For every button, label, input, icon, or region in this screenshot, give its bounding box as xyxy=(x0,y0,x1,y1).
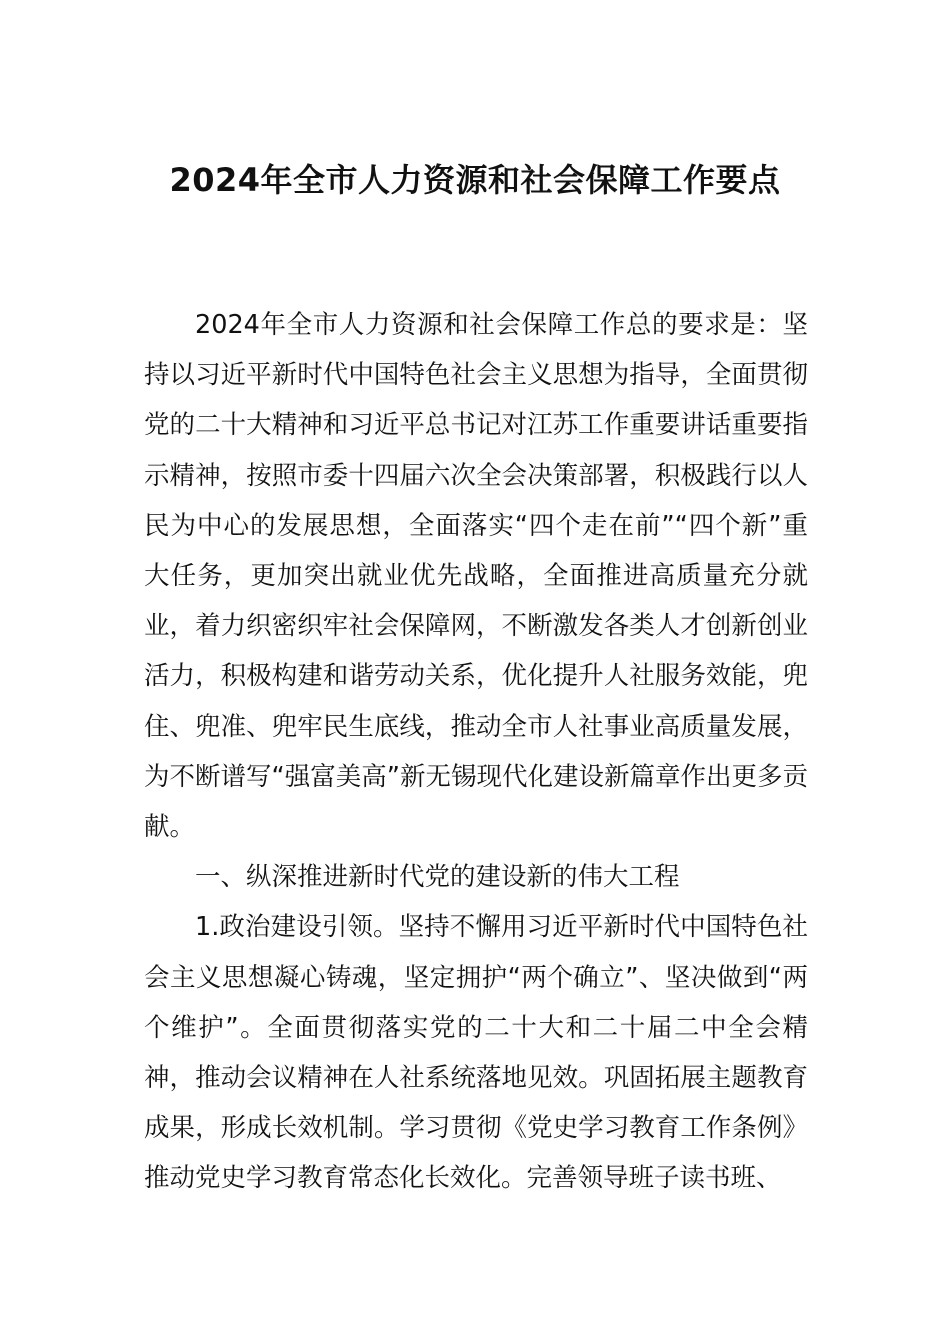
item-paragraph-1: 1.政治建设引领。坚持不懈用习近平新时代中国特色社会主义思想凝心铸魂，坚定拥护“两个确立”、坚决做到“两个维护”。全面贯彻落实党的二十大和二十届二中全会精神，推动会议精神在人社系统落地见效。巩固拓展主题教育成果，形成长效机制。学习贯彻《党史学习教育工作条例》推动党史学习教育常态化长效化。完善领导班子读书班、 xyxy=(144,912,808,1194)
document-title: 2024年全市人力资源和社会保障工作要点 xyxy=(169,161,781,199)
document-body xyxy=(144,300,808,1204)
intro-paragraph: 2024年全市人力资源和社会保障工作总的要求是：坚持以习近平新时代中国特色社会主义思想为指导，全面贯彻党的二十大精神和习近平总书记对江苏工作重要讲话重要指示精神，按照市委十四届六次全会决策部署，积极践行以人民为中心的发展思想，全面落实“四个走在前”“四个新”重大任务，更加突出就业优先战略，全面推进高质量充分就业，着力织密织牢社会保障网，不断激发各类人才创新创业活力，积极构建和谐劳动关系，优化提升人社服务效能，兜住、兜准、兜牢民生底线，推动全市人社事业高质量发展，为不断谱写“强富美高”新无锡现代化建设新篇章作出更多贡献。 xyxy=(144,310,808,843)
section-heading-1: 一、纵深推进新时代党的建设新的伟大工程 xyxy=(195,862,680,893)
